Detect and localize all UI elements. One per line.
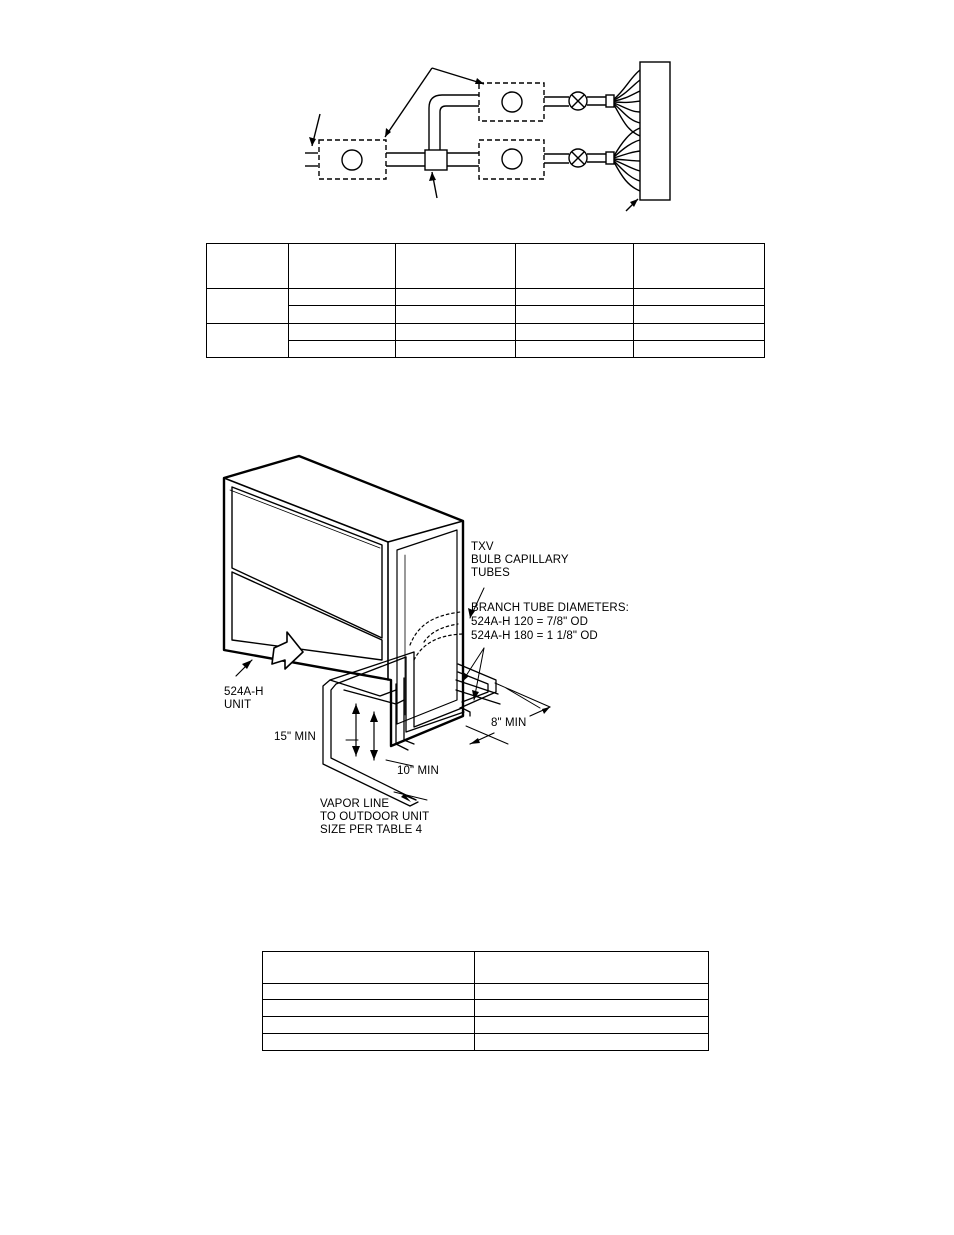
branch-tube-title: BRANCH TUBE DIAMETERS: — [471, 602, 629, 614]
branch-tube-120: 524A-H 120 = 7/8" OD — [471, 616, 588, 628]
vapor-line-label-2: TO OUTDOOR UNIT — [320, 811, 430, 823]
tubes-label: TUBES — [471, 567, 510, 579]
table-row — [263, 1034, 709, 1051]
table-row — [263, 984, 709, 1000]
table-2 — [262, 951, 709, 1051]
table-row — [263, 952, 709, 984]
min-10-label: 10" MIN — [397, 765, 439, 777]
table-row — [263, 1017, 709, 1034]
min-15-label: 15" MIN — [274, 731, 316, 743]
branch-tube-180: 524A-H 180 = 1 1/8" OD — [471, 630, 598, 642]
unit-cabinet-outline — [224, 456, 463, 746]
bulb-capillary-label: BULB CAPILLARY — [471, 554, 569, 566]
min-8-label: 8" MIN — [491, 717, 527, 729]
vapor-line-label-1: VAPOR LINE — [320, 798, 390, 810]
unit-label-line2: UNIT — [224, 699, 252, 711]
txv-label: TXV — [471, 541, 494, 553]
table-row — [263, 1000, 709, 1017]
front-panel-lower — [232, 572, 382, 660]
vapor-line-label-3: SIZE PER TABLE 4 — [320, 824, 423, 836]
unit-label-line1: 524A-H — [224, 686, 264, 698]
